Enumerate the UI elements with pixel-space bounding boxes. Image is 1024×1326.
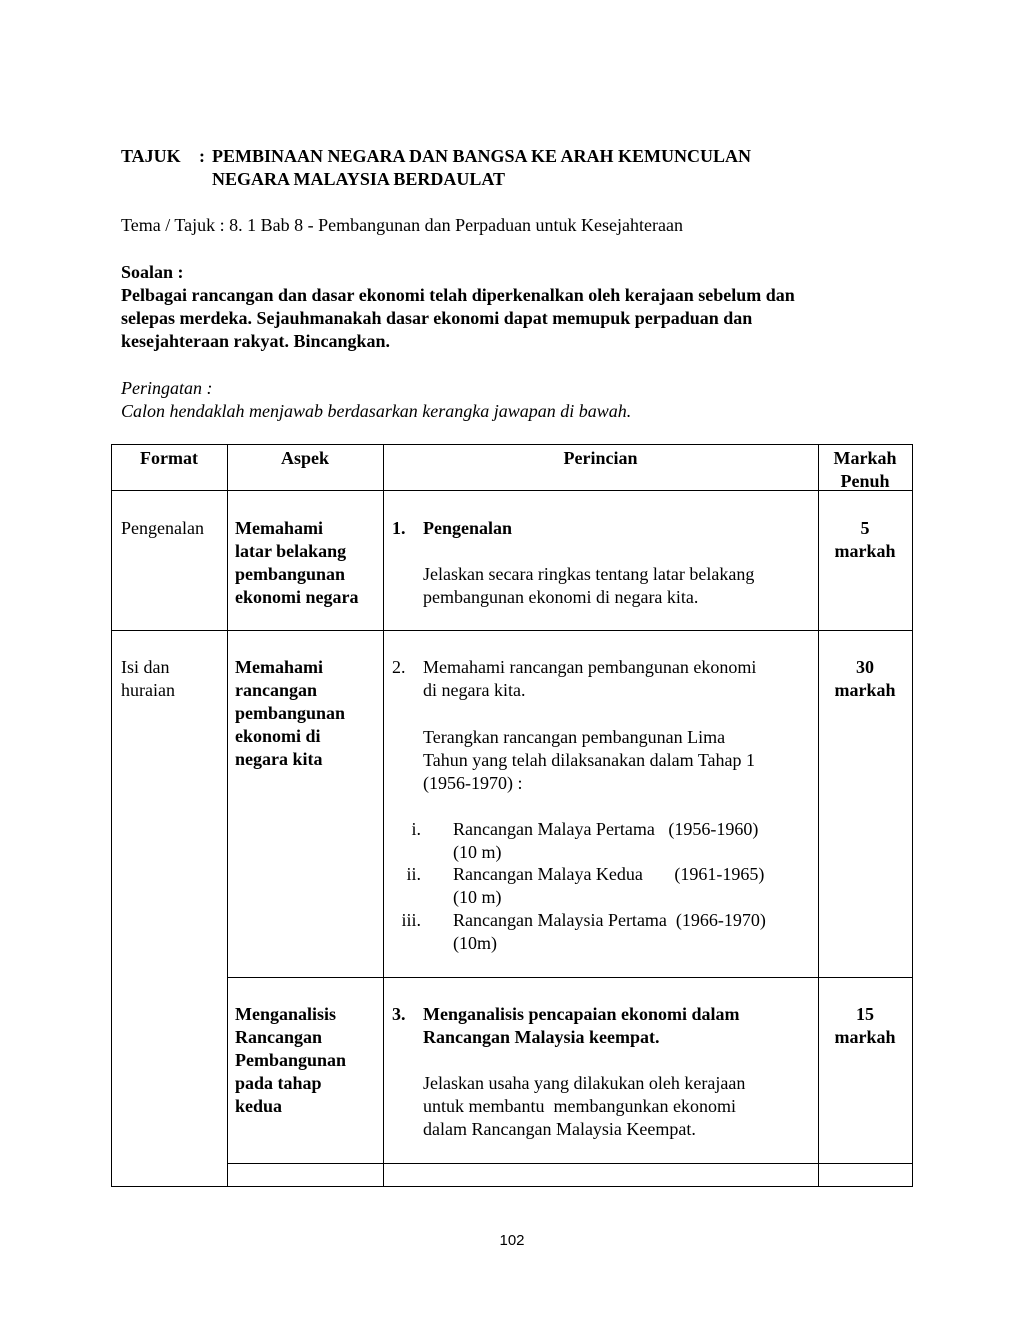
row3-description: Jelaskan usaha yang dilakukan oleh kerajaan untuk membantu membangunkan ekonomi dalam Rancangan Malaysia Keempat. — [423, 1073, 746, 1139]
tema-line: Tema / Tajuk : 8. 1 Bab 8 - Pembangunan dan Perpaduan untuk Kesejahteraan — [121, 215, 683, 235]
title-line-1: PEMBINAAN NEGARA DAN BANGSA KE ARAH KEMUNCULAN — [212, 146, 752, 166]
row2-aspek: Memahami rancangan pembangunan ekonomi di negara kita — [235, 657, 346, 769]
table-col-divider — [227, 444, 228, 1187]
title-separator: : — [199, 146, 205, 166]
row1-description: Jelaskan secara ringkas tentang latar belakang pembangunan ekonomi di negara kita. — [423, 564, 755, 607]
row1-markah: 5 markah — [834, 518, 896, 561]
row2-title: Memahami rancangan pembangunan ekonomi di negara kita. — [423, 657, 757, 700]
peringatan-label: Peringatan : — [121, 378, 213, 398]
header-perincian: Perincian — [563, 448, 638, 468]
row2-description: Terangkan rancangan pembangunan Lima Tahun yang telah dilaksanakan dalam Tahap 1 (1956-1970) : — [423, 727, 756, 793]
answer-framework-table — [111, 444, 913, 1187]
row1-number: 1. — [392, 518, 406, 538]
table-row-divider — [227, 977, 913, 978]
title-line-2: NEGARA MALAYSIA BERDAULAT — [212, 169, 506, 189]
header-format: Format — [140, 448, 198, 468]
table-row-divider — [227, 1163, 913, 1164]
header-markah: Markah Penuh — [833, 448, 897, 491]
row2-format: Isi dan huraian — [121, 657, 175, 700]
table-col-divider — [383, 444, 384, 1187]
peringatan-text: Calon hendaklah menjawab berdasarkan kerangka jawapan di bawah. — [121, 401, 632, 421]
row3-aspek: Menganalisis Rancangan Pembangunan pada tahap kedua — [235, 1004, 347, 1116]
table-border-left — [111, 444, 112, 1187]
header-aspek: Aspek — [280, 448, 329, 468]
page-number: 102 — [499, 1232, 525, 1249]
row3-markah: 15 markah — [834, 1004, 896, 1047]
row2-number: 2. — [392, 657, 406, 677]
row2-item-numeral: iii. — [401, 910, 421, 930]
row2-item-numeral: i. — [411, 819, 421, 839]
row2-item: Rancangan Malaya Kedua (1961-1965) (10 m) — [453, 864, 765, 907]
row2-item: Rancangan Malaya Pertama (1956-1960) (10 m) — [453, 819, 759, 862]
row3-title: Menganalisis pencapaian ekonomi dalam Rancangan Malaysia keempat. — [423, 1004, 740, 1047]
table-header-divider — [111, 490, 913, 491]
row2-item-numeral: ii. — [406, 864, 421, 884]
soalan-line: selepas merdeka. Sejauhmanakah dasar ekonomi dapat memupuk perpaduan dan — [121, 308, 753, 328]
soalan-line: kesejahteraan rakyat. Bincangkan. — [121, 331, 391, 351]
soalan-label: Soalan : — [121, 262, 184, 282]
row1-aspek: Memahami latar belakang pembangunan ekonomi negara — [235, 518, 359, 607]
row3-number: 3. — [392, 1004, 406, 1024]
row2-item: Rancangan Malaysia Pertama (1966-1970) (10m) — [453, 910, 766, 953]
table-border-right — [912, 444, 913, 1187]
tajuk-label: TAJUK — [121, 146, 181, 166]
title-label — [121, 145, 181, 168]
soalan-line: Pelbagai rancangan dan dasar ekonomi telah diperkenalkan oleh kerajaan sebelum dan — [121, 285, 795, 305]
table-border-top — [111, 444, 913, 445]
row1-format: Pengenalan — [121, 518, 204, 538]
table-row-divider — [111, 630, 913, 631]
row1-title: Pengenalan — [423, 518, 513, 538]
table-border-bottom — [111, 1186, 913, 1187]
row2-markah: 30 markah — [834, 657, 896, 700]
